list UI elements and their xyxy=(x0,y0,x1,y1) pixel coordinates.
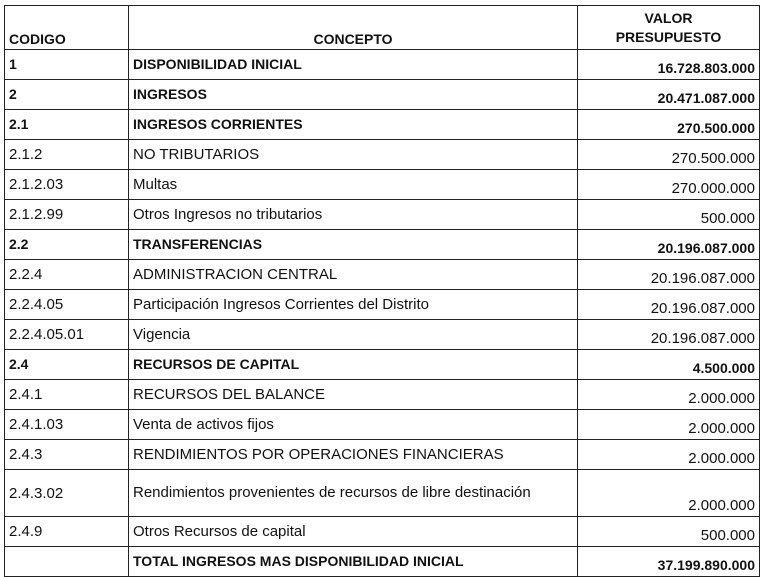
row-valor: 270.500.000 xyxy=(578,140,760,170)
row-valor: 4.500.000 xyxy=(578,350,760,380)
row-codigo: 2.4.3.02 xyxy=(5,470,129,517)
row-concepto: RENDIMIENTOS POR OPERACIONES FINANCIERAS xyxy=(129,440,578,470)
header-valor xyxy=(578,6,760,50)
header-valor-line1: VALOR xyxy=(644,9,693,26)
row-concepto: Venta de activos fijos xyxy=(129,410,578,440)
header-valor-line2: PRESUPUESTO xyxy=(615,28,722,45)
row-codigo: 2.4.1 xyxy=(5,380,129,410)
row-concepto: Otros Recursos de capital xyxy=(129,517,578,547)
row-valor: 20.196.087.000 xyxy=(578,290,760,320)
row-codigo: 2.1 xyxy=(5,110,129,140)
table-row xyxy=(5,170,760,200)
total-concepto: TOTAL INGRESOS MAS DISPONIBILIDAD INICIAL xyxy=(129,547,578,577)
budget-table xyxy=(4,5,760,577)
row-codigo: 2.4.3 xyxy=(5,440,129,470)
row-concepto: Participación Ingresos Corrientes del Distrito xyxy=(129,290,578,320)
table-row xyxy=(5,110,760,140)
row-valor: 20.196.087.000 xyxy=(578,260,760,290)
table-row xyxy=(5,320,760,350)
row-valor: 20.196.087.000 xyxy=(578,230,760,260)
row-concepto: NO TRIBUTARIOS xyxy=(129,140,578,170)
row-valor: 2.000.000 xyxy=(578,410,760,440)
row-concepto: Otros Ingresos no tributarios xyxy=(129,200,578,230)
row-concepto: Vigencia xyxy=(129,320,578,350)
table-row xyxy=(5,440,760,470)
table-row xyxy=(5,470,760,517)
table-row xyxy=(5,410,760,440)
header-row xyxy=(5,6,760,50)
row-codigo: 2.4 xyxy=(5,350,129,380)
row-valor: 2.000.000 xyxy=(578,440,760,470)
table-row xyxy=(5,380,760,410)
row-codigo: 2 xyxy=(5,80,129,110)
row-concepto: Rendimientos provenientes de recursos de libre destinación xyxy=(129,470,578,517)
table-row xyxy=(5,80,760,110)
row-concepto: RECURSOS DEL BALANCE xyxy=(129,380,578,410)
row-codigo: 2.2.4.05.01 xyxy=(5,320,129,350)
row-valor: 500.000 xyxy=(578,517,760,547)
row-codigo: 2.2 xyxy=(5,230,129,260)
row-codigo: 2.2.4 xyxy=(5,260,129,290)
table-row xyxy=(5,517,760,547)
row-concepto: RECURSOS DE CAPITAL xyxy=(129,350,578,380)
header-concepto: CONCEPTO xyxy=(129,6,578,50)
row-concepto: DISPONIBILIDAD INICIAL xyxy=(129,50,578,80)
row-codigo: 1 xyxy=(5,50,129,80)
row-concepto: TRANSFERENCIAS xyxy=(129,230,578,260)
row-concepto: Multas xyxy=(129,170,578,200)
row-valor: 16.728.803.000 xyxy=(578,50,760,80)
row-codigo: 2.4.1.03 xyxy=(5,410,129,440)
table-row xyxy=(5,350,760,380)
row-codigo: 2.4.9 xyxy=(5,517,129,547)
row-codigo: 2.1.2.03 xyxy=(5,170,129,200)
table-row xyxy=(5,50,760,80)
row-valor: 500.000 xyxy=(578,200,760,230)
table-row xyxy=(5,140,760,170)
row-valor: 2.000.000 xyxy=(578,470,760,517)
total-codigo xyxy=(5,547,129,577)
row-valor: 20.196.087.000 xyxy=(578,320,760,350)
total-row xyxy=(5,547,760,577)
row-concepto: INGRESOS CORRIENTES xyxy=(129,110,578,140)
row-valor: 270.000.000 xyxy=(578,170,760,200)
row-concepto: INGRESOS xyxy=(129,80,578,110)
row-valor: 270.500.000 xyxy=(578,110,760,140)
table-row xyxy=(5,230,760,260)
table-row xyxy=(5,260,760,290)
row-codigo: 2.1.2.99 xyxy=(5,200,129,230)
total-valor: 37.199.890.000 xyxy=(578,547,760,577)
row-valor: 20.471.087.000 xyxy=(578,80,760,110)
row-concepto: ADMINISTRACION CENTRAL xyxy=(129,260,578,290)
table-row xyxy=(5,290,760,320)
row-codigo: 2.2.4.05 xyxy=(5,290,129,320)
row-valor: 2.000.000 xyxy=(578,380,760,410)
row-codigo: 2.1.2 xyxy=(5,140,129,170)
header-codigo: CODIGO xyxy=(5,6,129,50)
table-row xyxy=(5,200,760,230)
